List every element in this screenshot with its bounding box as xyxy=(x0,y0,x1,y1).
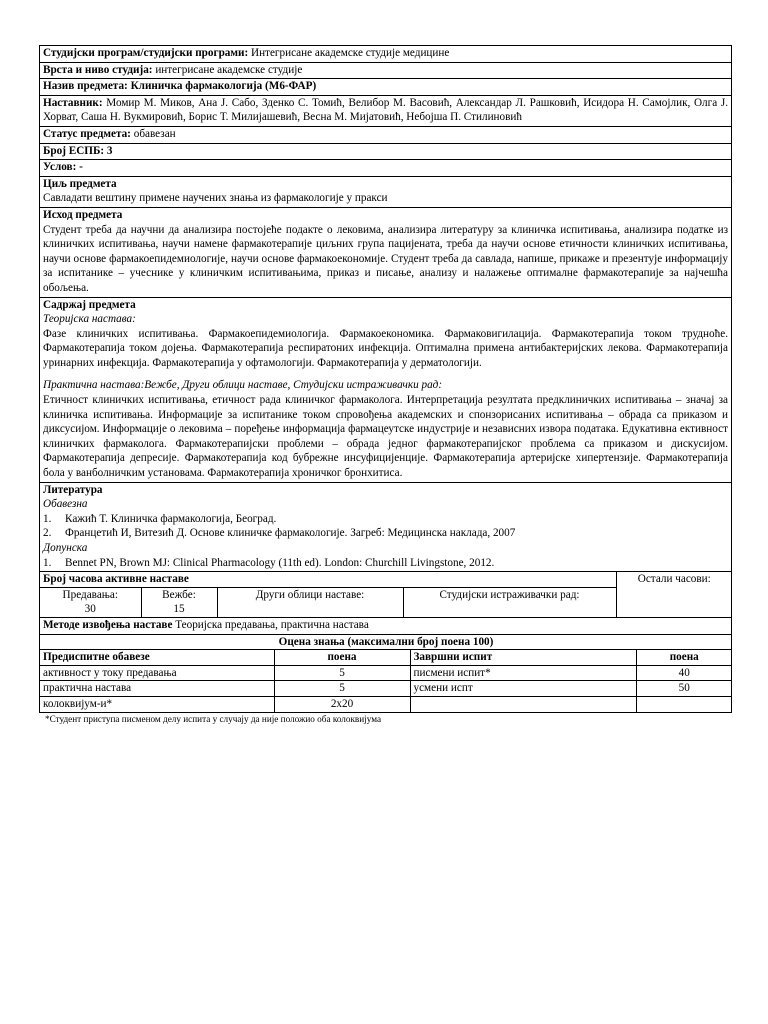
literature-item xyxy=(43,512,728,527)
program-row xyxy=(40,46,732,63)
ects-row xyxy=(40,143,732,160)
methods-label: Методе извођења наставе xyxy=(43,618,173,631)
practice-text: Етичност клиничких испитивања, етичност рада клиничког фармаколога. Интерпретација резултата предклиничких испитивања – значај за клиничка испитивања. Информације за испитанике током спровођења академских и спонзорисаних испитивања – обрада са приказом и диксусијом. Информације о лековима – поређење информација фармацеутске индустрије и независних извора података. Едукативна ективност клиничких фармаколога. Фармакотерапијски проблеми – обрада једног фармакотерапијског проблема са приказом и дискусијом. Фармакотерапија депресије. Фармакотерапија код бубрежне инсуфицијенције. Фармакотерапија артеријске хипертензије. Фармакотерапија бола у ванболничким установама. Фармакотерапија хроничког бронхитиса. xyxy=(43,394,728,480)
condition-label: Услов: - xyxy=(43,161,83,174)
literature-label: Литература xyxy=(43,483,103,496)
level-row xyxy=(40,62,732,79)
literature-item xyxy=(43,556,728,571)
grading-pre-item: практична настава xyxy=(43,682,132,695)
literature-row xyxy=(40,482,732,572)
status-label: Статус предмета: xyxy=(43,127,131,140)
syllabus-table xyxy=(39,45,732,713)
research-label: Студијски истраживачки рад: xyxy=(439,588,580,601)
footnote: *Студент приступа писменом делу испита у случају да није положио оба колоквијума xyxy=(45,713,382,724)
grading-pre-points: 5 xyxy=(339,666,345,679)
condition-row xyxy=(40,160,732,177)
status-row xyxy=(40,126,732,143)
subject-label: Назив предмета: xyxy=(43,80,128,93)
grading-final-item: писмени испит* xyxy=(413,666,491,679)
literature-item-text: Кажић Т. Клиничка фармакологија, Београд. xyxy=(65,512,277,525)
other-hours-label: Остали часови: xyxy=(637,573,711,586)
outcome-text: Студент треба да научни да анализира постојеће подакте о лековима, анализира литературу за клиничка испитивања, анализира податке из клиничких испитивања, научи намене фармакотерапије циљних група пацијената, треба да научи основе етичности клиничких испитивања, научи основе фармакоепидемиологије, научи основе фармакоекономије. Студент треба да савлада, напише, прикаже и презентује информацију за испитанике – учеснике у клиничким испитивањима, приказ и писање, анализу и налажење оптималне фармакотерапије за најчешћа обољења. xyxy=(43,223,728,294)
grading-header-points: поена xyxy=(327,651,357,664)
other-forms-label: Други облици наставе: xyxy=(255,588,365,601)
teachers-value: Момир М. Миков, Ана Ј. Сабо, Зденко С. Томић, Велибор М. Васовић, Александар Л. Рашковић, Исидора Н. Самојлик, Олга Ј. Хорват, Саша Н. Вукмировић, Борис Т. Милијашевић, Весна М. Мијатовић, Небојша П. Стилиновић xyxy=(43,96,729,124)
outcome-label: Исход предмета xyxy=(43,208,123,221)
hours-table xyxy=(40,572,732,617)
methods-value: Теоријска предавања, практична настава xyxy=(175,618,369,631)
goal-label: Циљ предмета xyxy=(43,177,117,190)
grading-pre-points: 5 xyxy=(339,682,345,695)
hours-label: Број часова активне наставе xyxy=(43,573,189,586)
theory-label: Теоријска настава: xyxy=(43,313,136,326)
literature-item-text: Францетић И, Витезић Д. Основе клиничке фармакологије. Загреб: Медицинска наклада, 2007 xyxy=(65,527,516,540)
grading-row xyxy=(40,634,732,712)
mandatory-label: Обавезна xyxy=(43,498,88,511)
grading-final-points: 50 xyxy=(678,682,690,695)
exercises-value: 15 xyxy=(173,603,185,616)
grading-final-points: 40 xyxy=(678,666,690,679)
practice-label: Практична настава:Вежбе, Други облици наставе, Студијски истраживачки рад: xyxy=(43,379,443,392)
table-row xyxy=(40,681,732,697)
grading-table xyxy=(40,635,732,712)
content-spacer xyxy=(43,370,728,378)
grading-pre-points: 2x20 xyxy=(330,697,354,710)
subject-row xyxy=(40,79,732,96)
grading-header-pre: Предиспитне обавезе xyxy=(43,651,150,664)
grading-pre-item: колоквијум-и* xyxy=(43,697,113,710)
goal-text: Савладати вештину примене научених знања из фармакологије у пракси xyxy=(43,192,388,205)
syllabus-sheet xyxy=(39,45,731,725)
exercises-label: Вежбе: xyxy=(162,588,196,601)
theory-text: Фазе клиничких испитивања. Фармакоепидемиологија. Фармакоекономика. Фармаковигилација. Фармакотерапија током трудноће. Фармакотерапија током дојења. Фармакотерапија респиратоних инфекција. Оптимална примена антибактеријских лекова. Фармакотерапија уринарних инфекција. Фармакотерапија у офтамологији. Фармакотерапија у дерматологији. xyxy=(43,327,728,369)
content-label: Садржај предмета xyxy=(43,298,136,311)
program-value: Интегрисане академске студије медицине xyxy=(250,47,450,59)
grading-header-final: Завршни испит xyxy=(413,651,493,664)
table-row xyxy=(40,696,732,711)
ects-label: Број ЕСПБ: 3 xyxy=(43,144,113,157)
grading-title: Оцена знања (максимални број поена 100) xyxy=(278,635,494,648)
subject-value: Клиничка фармакологија (М6-ФАР) xyxy=(130,80,317,93)
outcome-row xyxy=(40,207,732,297)
literature-item-number: 1. xyxy=(43,512,52,525)
level-label: Врста и ниво студија: xyxy=(43,63,153,76)
program-label: Студијски програм/студијски програми: xyxy=(43,47,249,59)
lectures-label: Предавања: xyxy=(62,588,118,601)
grading-pre-item: активност у току предавања xyxy=(43,666,177,679)
hours-row xyxy=(40,572,732,618)
literature-item-text: Bennet PN, Brown MJ: Clinical Pharmacology (11th ed). London: Churchill Livingstone, 2012. xyxy=(65,556,495,569)
teachers-row xyxy=(40,95,732,126)
status-value: обавезан xyxy=(133,127,176,140)
literature-item xyxy=(43,526,728,541)
lectures-value: 30 xyxy=(84,603,96,616)
level-value: интегрисане академске студије xyxy=(155,63,303,76)
goal-row xyxy=(40,176,732,207)
table-row xyxy=(40,665,732,681)
grading-final-item: усмени испт xyxy=(413,682,473,695)
grading-header-points: поена xyxy=(669,651,699,664)
teachers-label: Наставник: xyxy=(43,96,103,109)
supplementary-label: Допунска xyxy=(43,542,88,554)
literature-item-number: 1. xyxy=(43,556,52,569)
content-row xyxy=(40,297,732,482)
methods-row xyxy=(40,617,732,634)
literature-item-number: 2. xyxy=(43,527,52,540)
